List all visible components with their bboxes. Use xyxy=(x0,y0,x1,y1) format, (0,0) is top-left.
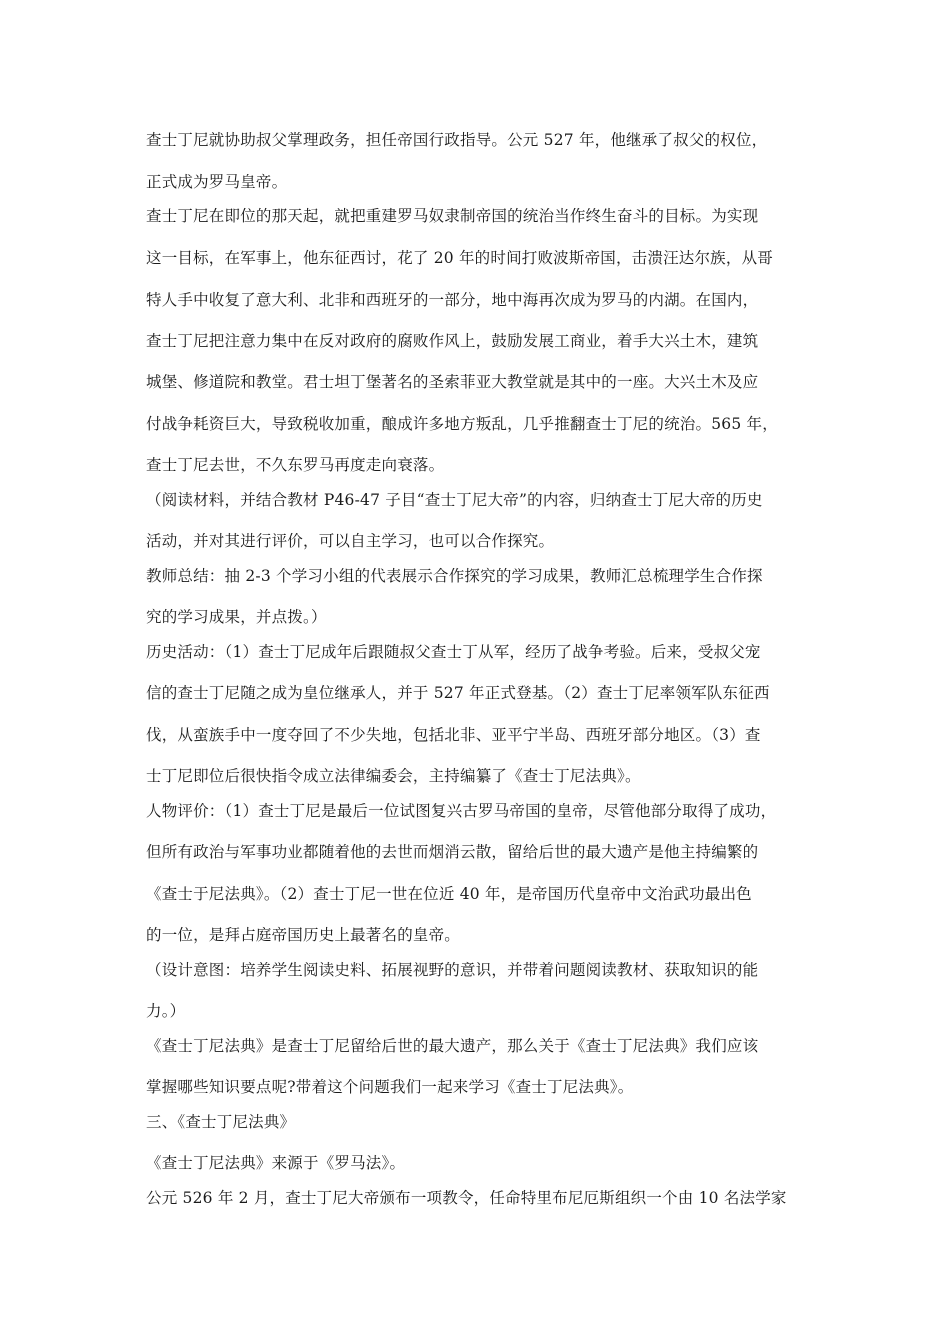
text-line: 特人手中收复了意大利、北非和西班牙的一部分，地中海再次成为罗马的内湖。在国内， xyxy=(146,291,759,309)
text-line: （阅读材料，并结合教材 P46-47 子目“查士丁尼大帝”的内容，归纳查士丁尼大帝的历史 xyxy=(146,491,763,509)
text-line: 历史活动：（1）查士丁尼成年后跟随叔父查士丁从军，经历了战争考验。后来，受叔父宠 xyxy=(146,643,761,661)
text-line: 教师总结：抽 2-3 个学习小组的代表展示合作探究的学习成果，教师汇总梳理学生合作探 xyxy=(146,567,763,585)
text-line: 力。） xyxy=(146,1002,186,1020)
text-line: 掌握哪些知识要点呢?带着这个问题我们一起来学习《查士丁尼法典》。 xyxy=(146,1078,634,1096)
text-line: 城堡、修道院和教堂。君士坦丁堡著名的圣索菲亚大教堂就是其中的一座。大兴土木及应 xyxy=(146,373,759,391)
text-line: 查士丁尼就协助叔父掌理政务，担任帝国行政指导。公元 527 年，他继承了叔父的权位， xyxy=(146,131,768,149)
text-line: 《查士于尼法典》。（2）查士丁尼一世在位近 40 年，是帝国历代皇帝中文治武功最出色 xyxy=(146,885,752,903)
text-line: 查士丁尼在即位的那天起，就把重建罗马奴隶制帝国的统治当作终生奋斗的目标。为实现 xyxy=(146,207,759,225)
text-line: 付战争耗资巨大，导致税收加重，酿成许多地方叛乱，几乎推翻查士丁尼的统治。565 年， xyxy=(146,415,778,433)
text-line: 查士丁尼把注意力集中在反对政府的腐败作风上，鼓励发展工商业，着手大兴土木，建筑 xyxy=(146,332,759,350)
text-line: 士丁尼即位后很快指令成立法律编委会，主持编纂了《查士丁尼法典》。 xyxy=(146,767,641,785)
text-line: 人物评价：（1）查士丁尼是最后一位试图复兴古罗马帝国的皇帝，尽管他部分取得了成功， xyxy=(146,802,777,820)
text-line: 活动，并对其进行评价，可以自主学习，也可以合作探究。 xyxy=(146,532,555,550)
text-line: 究的学习成果，并点拨。） xyxy=(146,608,327,626)
text-line: 《查士丁尼法典》是查士丁尼留给后世的最大遗产，那么关于《查士丁尼法典》我们应该 xyxy=(146,1037,759,1055)
text-line: 正式成为罗马皇帝。 xyxy=(146,173,288,191)
text-line: 这一目标，在军事上，他东征西讨，花了 20 年的时间打败波斯帝国，击溃汪达尔族，从哥 xyxy=(146,249,773,267)
text-line: 伐，从蛮族手中一度夺回了不少失地，包括北非、亚平宁半岛、西班牙部分地区。（3）查 xyxy=(146,726,761,744)
text-line: 《查士丁尼法典》来源于《罗马法》。 xyxy=(146,1154,406,1172)
text-line: 信的查士丁尼随之成为皇位继承人，并于 527 年正式登基。（2）查士丁尼率领军队东征西 xyxy=(146,684,770,702)
text-line: 查士丁尼去世，不久东罗马再度走向衰落。 xyxy=(146,456,445,474)
text-line: 公元 526 年 2 月，查士丁尼大帝颁布一项教令，任命特里布尼厄斯组织一个由 10 名法学家 xyxy=(146,1189,787,1207)
text-line: （设计意图：培养学生阅读史料、拓展视野的意识，并带着问题阅读教材、获取知识的能 xyxy=(146,961,759,979)
text-line: 但所有政治与军事功业都随着他的去世而烟消云散，留给后世的最大遗产是他主持编繁的 xyxy=(146,843,759,861)
text-line: 的一位，是拜占庭帝国历史上最著名的皇帝。 xyxy=(146,926,461,944)
section-heading: 三、《查士丁尼法典》 xyxy=(146,1113,296,1131)
